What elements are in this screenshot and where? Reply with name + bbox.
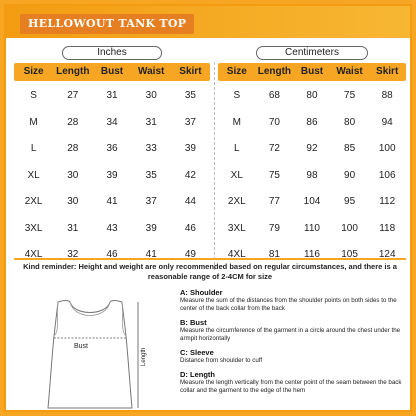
definition-body: Measure the length vertically from the center point of the seam between the back collar and the garment to the edge of the hem bbox=[180, 379, 402, 394]
table-cell: 68 bbox=[268, 90, 280, 101]
table-cell: 32 bbox=[67, 249, 79, 260]
table-row bbox=[218, 189, 406, 216]
table-cell: 80 bbox=[306, 90, 318, 101]
page-title: HELLOWOUT TANK TOP bbox=[20, 14, 194, 34]
table-row bbox=[218, 216, 406, 243]
bust-label: Bust bbox=[74, 343, 89, 350]
table-cell: M bbox=[232, 116, 241, 128]
table-cell: 3XL bbox=[24, 222, 43, 234]
table-cell: 95 bbox=[344, 196, 356, 207]
table-cell: 31 bbox=[106, 90, 118, 101]
table-cell: 33 bbox=[145, 143, 157, 154]
table-cell: 94 bbox=[381, 116, 393, 128]
table-cell: 75 bbox=[344, 90, 356, 101]
definition-body: Measure the circumference of the garment in a circle around the chest under the armpit horizontally bbox=[180, 327, 401, 342]
table-cell: 42 bbox=[184, 169, 196, 181]
inches-rows bbox=[14, 83, 210, 269]
header-length: Length bbox=[257, 66, 292, 77]
table-cell: 124 bbox=[378, 249, 396, 260]
table-cell: 2XL bbox=[227, 196, 246, 207]
table-row bbox=[218, 163, 406, 190]
table-cell: 2XL bbox=[24, 196, 43, 207]
definition-shoulder bbox=[180, 288, 406, 313]
header-skirt: Skirt bbox=[179, 66, 202, 77]
table-cell: 85 bbox=[344, 143, 356, 154]
definition-head: D: Length bbox=[180, 370, 215, 379]
table-cell: 37 bbox=[184, 116, 196, 128]
table-row bbox=[14, 189, 210, 216]
table-cell: S bbox=[233, 90, 241, 101]
header-length: Length bbox=[56, 66, 90, 77]
table-cell: 112 bbox=[379, 196, 396, 207]
header-waist: Waist bbox=[138, 66, 165, 77]
table-cell: 46 bbox=[106, 249, 118, 260]
header-size: Size bbox=[23, 66, 44, 77]
table-cell: 70 bbox=[268, 116, 280, 128]
header-bust: Bust bbox=[100, 66, 124, 77]
definition-sleeve bbox=[180, 348, 406, 365]
table-divider bbox=[214, 62, 215, 270]
table-row bbox=[14, 163, 210, 190]
table-cell: 100 bbox=[341, 222, 358, 234]
table-cell: 41 bbox=[106, 196, 118, 207]
table-cell: 3XL bbox=[227, 222, 246, 234]
table-cell: 41 bbox=[145, 249, 157, 260]
table-cell: 106 bbox=[378, 169, 396, 181]
table-cell: 4XL bbox=[227, 249, 246, 260]
inches-header-row bbox=[14, 63, 210, 81]
table-row bbox=[218, 136, 406, 163]
centimeters-label: Centimeters bbox=[256, 46, 368, 60]
header-skirt: Skirt bbox=[376, 66, 399, 77]
table-cell: 31 bbox=[67, 222, 79, 234]
table-cell: 104 bbox=[303, 196, 321, 207]
kind-reminder: Kind reminder: Height and weight are only recommended based on regular circumstances, and there is a reasonable range of 2-4CM for size bbox=[23, 262, 397, 281]
table-cell: 28 bbox=[67, 143, 79, 154]
table-row bbox=[14, 216, 210, 243]
definition-bust bbox=[180, 318, 406, 343]
tank-top-illustration bbox=[30, 296, 150, 412]
centimeters-header-row bbox=[218, 63, 406, 81]
table-cell: 88 bbox=[381, 90, 393, 101]
size-chart-frame bbox=[4, 4, 412, 412]
table-cell: 4XL bbox=[24, 249, 43, 260]
table-cell: 77 bbox=[268, 196, 280, 207]
table-cell: XL bbox=[230, 169, 243, 181]
header-size: Size bbox=[226, 66, 247, 77]
table-cell: XL bbox=[27, 169, 40, 181]
table-cell: 75 bbox=[268, 169, 280, 181]
table-cell: 110 bbox=[304, 222, 320, 234]
definition-body: Distance from shoulder to cuff bbox=[180, 357, 263, 364]
table-cell: 98 bbox=[306, 169, 318, 181]
table-cell: L bbox=[234, 143, 240, 154]
table-cell: 37 bbox=[145, 196, 157, 207]
table-cell: 81 bbox=[268, 249, 280, 260]
table-cell: 86 bbox=[306, 116, 318, 128]
table-cell: 28 bbox=[67, 116, 79, 128]
table-cell: 72 bbox=[268, 143, 280, 154]
table-cell: 30 bbox=[67, 169, 79, 181]
table-cell: 30 bbox=[145, 90, 157, 101]
table-cell: 90 bbox=[344, 169, 356, 181]
table-row bbox=[14, 83, 210, 110]
table-cell: 105 bbox=[341, 249, 358, 260]
inches-label: Inches bbox=[62, 46, 162, 60]
definition-head: B: Bust bbox=[180, 318, 207, 327]
table-cell: L bbox=[30, 143, 37, 154]
table-row bbox=[14, 110, 210, 137]
table-cell: 49 bbox=[184, 249, 196, 260]
section-divider bbox=[14, 258, 406, 260]
table-cell: 36 bbox=[106, 143, 118, 154]
tank-top-diagram bbox=[30, 296, 150, 412]
table-cell: M bbox=[29, 116, 38, 128]
length-label: Length bbox=[141, 347, 147, 366]
centimeters-rows bbox=[218, 83, 406, 269]
table-row bbox=[14, 136, 210, 163]
table-cell: 30 bbox=[67, 196, 79, 207]
measurement-definitions bbox=[180, 288, 406, 400]
definition-body: Measure the sum of the distances from the shoulder points on both sides to the center of the back collar from the back bbox=[180, 297, 397, 312]
table-cell: 46 bbox=[184, 222, 196, 234]
table-cell: 79 bbox=[268, 222, 280, 234]
centimeters-table bbox=[218, 46, 406, 269]
table-cell: 100 bbox=[378, 143, 396, 154]
table-cell: 116 bbox=[304, 249, 320, 260]
garment-outline bbox=[48, 301, 132, 409]
table-cell: 92 bbox=[306, 143, 318, 154]
table-cell: 31 bbox=[145, 116, 157, 128]
table-cell: 27 bbox=[67, 90, 79, 101]
header-bust: Bust bbox=[300, 66, 324, 77]
table-row bbox=[218, 83, 406, 110]
table-cell: 44 bbox=[184, 196, 196, 207]
table-cell: S bbox=[30, 90, 37, 101]
definition-length bbox=[180, 370, 406, 395]
table-cell: 34 bbox=[106, 116, 118, 128]
table-row bbox=[218, 110, 406, 137]
table-cell: 35 bbox=[145, 169, 157, 181]
table-cell: 43 bbox=[106, 222, 118, 234]
inches-table bbox=[14, 46, 210, 269]
table-cell: 39 bbox=[145, 222, 157, 234]
table-cell: 80 bbox=[344, 116, 356, 128]
table-cell: 39 bbox=[106, 169, 118, 181]
definition-head: A: Shoulder bbox=[180, 288, 223, 297]
table-cell: 39 bbox=[184, 143, 196, 154]
definition-head: C: Sleeve bbox=[180, 348, 214, 357]
table-cell: 35 bbox=[184, 90, 196, 101]
header-waist: Waist bbox=[336, 66, 363, 77]
table-cell: 118 bbox=[379, 222, 396, 234]
